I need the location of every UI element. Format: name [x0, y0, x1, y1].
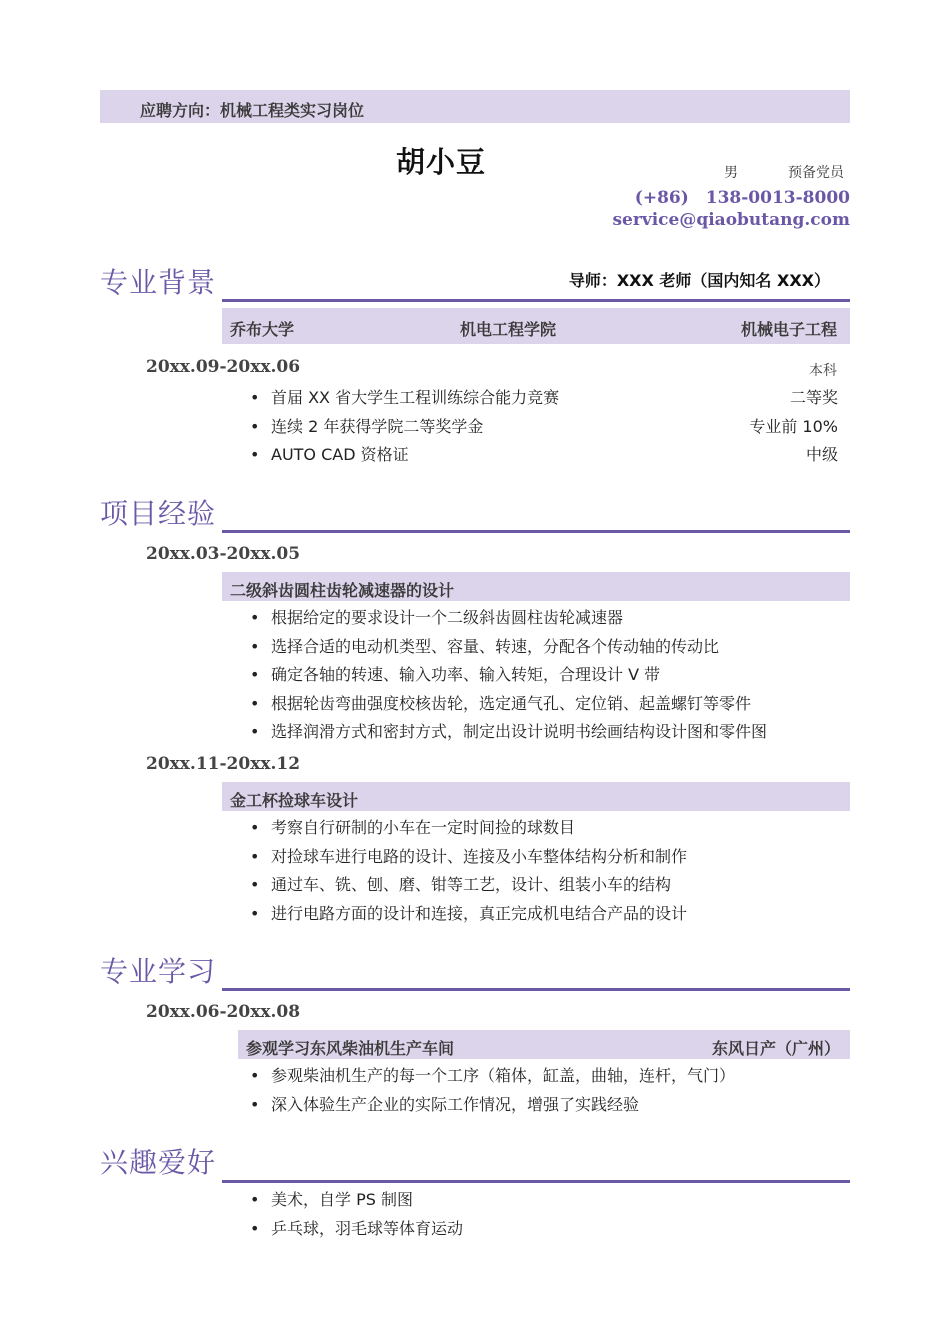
bullet-icon: •	[250, 388, 260, 407]
education-list	[250, 388, 838, 474]
target-position-banner	[100, 90, 850, 123]
bullet-icon: •	[250, 1190, 260, 1209]
degree: 本科	[809, 363, 837, 379]
list-item: • 美术，自学 PS 制图	[250, 1190, 413, 1209]
bullet-icon: •	[250, 818, 260, 837]
gender: 男	[724, 165, 738, 181]
advisor: 导师：XXX 老师（国内知名 XXX）	[568, 271, 830, 290]
list-item: • 确定各轴的转速、输入功率、输入转矩，合理设计 V 带	[250, 665, 661, 685]
bullet-icon: •	[250, 903, 260, 923]
section-title-hobbies: 兴趣爱好	[100, 1146, 217, 1179]
study-period: 20xx.06-20xx.08	[146, 1002, 301, 1022]
list-item: • 进行电路方面的设计和连接，真正完成机电结合产品的设计	[250, 903, 688, 923]
study-name: 参观学习东风柴油机生产车间	[246, 1039, 455, 1058]
list-item: • 乒乓球，羽毛球等体育运动	[250, 1218, 464, 1238]
list-item: • 首届 XX 省大学生工程训练综合能力竞赛 二等奖	[250, 388, 838, 407]
project-banner	[222, 782, 850, 811]
list-item: • AUTO CAD 资格证 中级	[250, 445, 838, 465]
project-list	[250, 818, 838, 932]
section-divider	[222, 988, 850, 991]
school: 乔布大学	[230, 320, 295, 339]
bullet-icon: •	[250, 665, 260, 685]
section-title-study: 专业学习	[100, 955, 217, 988]
section-divider	[222, 299, 850, 302]
list-item: • 通过车、铣、刨、磨、钳等工艺，设计、组装小车的结构	[250, 875, 672, 895]
bullet-icon: •	[250, 608, 260, 627]
list-item: • 根据给定的要求设计一个二级斜齿圆柱齿轮减速器	[250, 608, 624, 627]
list-item: • 参观柴油机生产的每一个工序（箱体，缸盖，曲轴，连杆，气门）	[250, 1066, 736, 1085]
project-period: 20xx.11-20xx.12	[146, 754, 301, 774]
section-divider	[222, 530, 850, 533]
bullet-icon: •	[250, 722, 260, 742]
bullet-icon: •	[250, 1066, 260, 1085]
bullet-icon: •	[250, 693, 260, 713]
email: service@qiaobutang.com	[612, 210, 850, 230]
project-list	[250, 608, 838, 751]
list-item: • 选择润滑方式和密封方式，制定出设计说明书绘画结构设计图和零件图	[250, 722, 768, 742]
list-item: • 选择合适的电动机类型、容量、转速，分配各个传动轴的传动比	[250, 636, 720, 656]
major: 机械电子工程	[740, 320, 837, 339]
bullet-icon: •	[250, 445, 260, 465]
study-banner	[238, 1030, 850, 1059]
list-item: • 考察自行研制的小车在一定时间捡的球数目	[250, 818, 576, 837]
list-item: • 根据轮齿弯曲强度校核齿轮，选定通气孔、定位销、起盖螺钉等零件	[250, 693, 752, 713]
bullet-icon: •	[250, 846, 260, 866]
political-status: 预备党员	[788, 165, 844, 181]
study-list	[250, 1066, 838, 1123]
bullet-icon: •	[250, 1094, 260, 1114]
phone: (+86) 138-0013-8000	[634, 188, 850, 208]
target-position: 应聘方向：机械工程类实习岗位	[140, 101, 365, 120]
college: 机电工程学院	[460, 320, 557, 339]
project-name: 二级斜齿圆柱齿轮减速器的设计	[230, 581, 455, 600]
section-title-projects: 项目经验	[100, 497, 217, 530]
bullet-icon: •	[250, 1218, 260, 1238]
study-company: 东风日产（广州）	[711, 1039, 840, 1058]
education-banner	[222, 308, 850, 344]
candidate-name: 胡小豆	[396, 145, 487, 179]
project-name: 金工杯捡球车设计	[230, 791, 359, 810]
section-title-education: 专业背景	[100, 266, 217, 299]
list-item: • 深入体验生产企业的实际工作情况，增强了实践经验	[250, 1094, 640, 1114]
section-divider	[222, 1180, 850, 1183]
list-item: • 连续 2 年获得学院二等奖学金 专业前 10%	[250, 416, 838, 436]
hobby-list	[250, 1190, 838, 1247]
bullet-icon: •	[250, 636, 260, 656]
education-period: 20xx.09-20xx.06	[146, 357, 301, 377]
list-item: • 对捡球车进行电路的设计、连接及小车整体结构分析和制作	[250, 846, 688, 866]
bullet-icon: •	[250, 416, 260, 436]
project-banner	[222, 572, 850, 601]
project-period: 20xx.03-20xx.05	[146, 544, 301, 564]
bullet-icon: •	[250, 875, 260, 895]
